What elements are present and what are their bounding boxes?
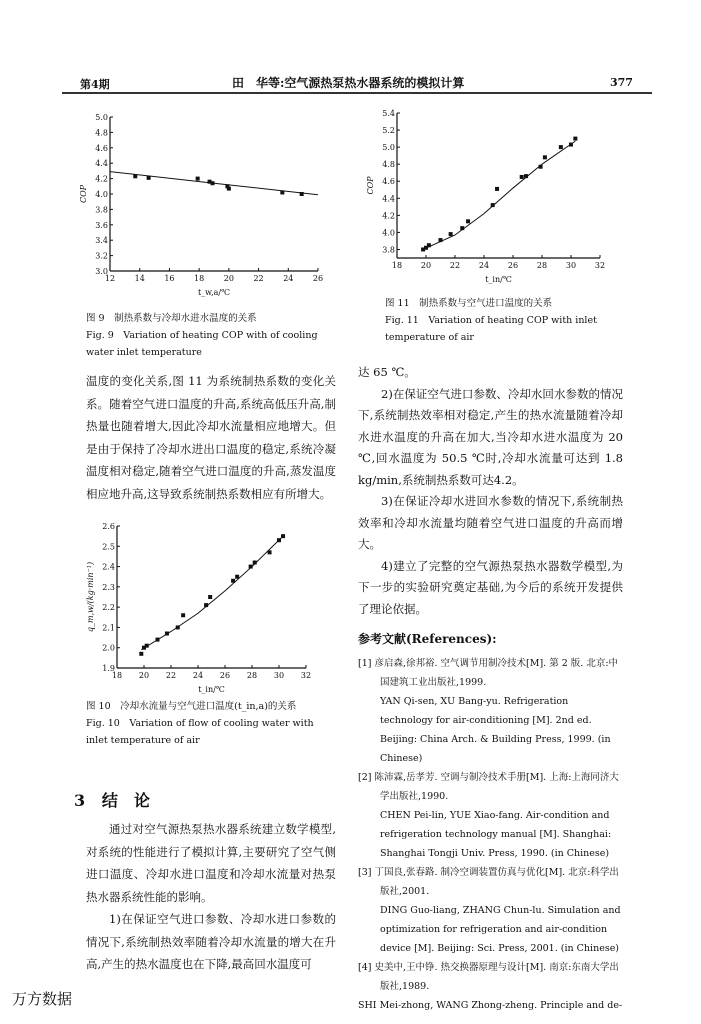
- header-rule: [62, 92, 652, 94]
- data-point: [569, 143, 573, 147]
- caption-cn: 图 9 制热系数与冷却水进水温度的关系: [86, 313, 257, 324]
- data-point: [165, 632, 169, 636]
- data-point: [449, 232, 453, 236]
- y-tick-label: 4.2: [95, 174, 108, 184]
- data-point: [281, 534, 285, 538]
- conclusion-paragraph: 通过对空气源热泵热水器系统建立数学模型,对系统的性能进行了模拟计算,主要研究了空气侧进口温度、冷却水进口温度和冷却水流量对热泵热水器系统性能的影响。: [86, 822, 336, 904]
- x-axis-label: t_in/℃: [485, 275, 512, 284]
- x-tick-label: 30: [565, 261, 577, 270]
- reference-item: [358, 863, 623, 958]
- x-tick-label: 20: [138, 671, 150, 680]
- x-tick-label: 18: [111, 671, 123, 680]
- y-tick-label: 2.2: [102, 603, 115, 613]
- x-tick-label: 20: [420, 261, 432, 270]
- y-tick-label: 4.4: [95, 159, 108, 169]
- fit-line: [423, 141, 575, 249]
- y-tick-label: 3.0: [95, 267, 108, 276]
- data-point: [253, 561, 257, 565]
- data-point: [156, 638, 160, 642]
- caption-en: Fig. 9 Variation of heating COP with of cooling water inlet temperature: [86, 330, 318, 358]
- reference-cn: [4] 史美中,王中铮. 热交换器原理与设计[M]. 南京:东南大学出版社,1989.: [358, 962, 619, 992]
- x-tick-label: 28: [246, 671, 258, 680]
- y-tick-label: 5.2: [382, 126, 395, 136]
- x-tick-label: 24: [478, 261, 490, 270]
- data-point: [543, 155, 547, 159]
- data-point: [427, 243, 431, 247]
- x-tick-label: 24: [283, 274, 294, 283]
- data-point: [204, 603, 208, 607]
- x-tick-label: 18: [194, 274, 205, 283]
- data-point: [524, 174, 528, 178]
- x-tick-label: 20: [223, 274, 234, 283]
- data-point: [208, 595, 212, 599]
- data-point: [227, 187, 231, 191]
- data-point: [520, 175, 524, 179]
- reference-list: [358, 654, 623, 1015]
- data-point: [147, 176, 151, 180]
- data-point: [196, 177, 200, 181]
- reference-cn: [3] 丁国良,张春路. 制冷空调装置仿真与优化[M]. 北京:科学出版社,2001.: [358, 867, 619, 897]
- x-tick-label: 30: [273, 671, 285, 680]
- y-tick-label: 4.6: [382, 177, 395, 187]
- data-point: [277, 538, 281, 542]
- data-point: [466, 219, 470, 223]
- issue-number: 第4期: [80, 78, 110, 91]
- x-tick-label: 22: [165, 671, 177, 680]
- watermark-logo: 万方数据: [12, 990, 73, 1008]
- x-tick-label: 26: [507, 261, 519, 270]
- page-number: 377: [610, 76, 633, 89]
- reference-cn: [2] 陈沛霖,岳孝芳. 空调与制冷技术手册[M]. 上海:上海同济大学出版社,1990.: [358, 772, 619, 802]
- y-tick-label: 4.0: [382, 228, 395, 238]
- x-tick-label: 22: [449, 261, 461, 270]
- right-body-text: [358, 362, 623, 620]
- x-axis-label: t_w,a/℃: [197, 288, 231, 297]
- reference-item: [358, 958, 623, 1015]
- x-tick-label: 12: [104, 274, 116, 283]
- conclusion-text: [86, 818, 336, 976]
- reference-item: [358, 654, 623, 768]
- figure-9-chart: [70, 105, 340, 310]
- reference-en: CHEN Pei-lin, YUE Xiao-fang. Air-condition and refrigeration technology manual [M]. Shanghai: Shanghai Tongji Univ. Press, 1990. (in Chinese): [380, 810, 612, 859]
- reference-item: [358, 768, 623, 863]
- x-tick-label: 16: [164, 274, 175, 283]
- figure-11-chart: [365, 103, 625, 293]
- y-tick-label: 5.4: [382, 109, 395, 118]
- data-point: [460, 226, 464, 230]
- y-tick-label: 5.0: [382, 143, 395, 153]
- y-tick-label: 2.0: [102, 643, 115, 653]
- y-tick-label: 2.6: [102, 522, 115, 531]
- y-tick-label: 5.0: [95, 113, 108, 122]
- data-point: [491, 203, 495, 207]
- x-tick-label: 28: [536, 261, 548, 270]
- data-point: [280, 190, 284, 194]
- section-title: 结 论: [101, 791, 150, 810]
- y-tick-label: 3.8: [382, 245, 395, 255]
- y-tick-label: 3.6: [95, 220, 108, 230]
- body-paragraph: 达 65 ℃。: [358, 365, 416, 379]
- caption-cn: 图 11 制热系数与空气进口温度的关系: [385, 298, 553, 309]
- y-tick-label: 3.4: [95, 236, 108, 246]
- running-title: 田 华等:空气源热泵热水器系统的模拟计算: [232, 76, 465, 90]
- data-point: [231, 579, 235, 583]
- x-axis-label: t_in/℃: [198, 685, 225, 694]
- data-point: [439, 238, 443, 242]
- y-tick-label: 4.6: [95, 143, 108, 153]
- data-point: [145, 644, 149, 648]
- data-point: [268, 550, 272, 554]
- data-point: [133, 174, 137, 178]
- body-paragraph: 2)在保证空气进口参数、冷却水回水参数的情况下,系统制热效率相对稳定,产生的热水流量随着冷却水进水温度的升高在加大,当冷却水进水温度为 20 ℃,回水温度为 50.5 ℃时,冷却水流量可达到 1.8 kg/min,系统制热系数可达4.2。: [358, 386, 623, 487]
- data-point: [539, 165, 543, 169]
- x-tick-label: 26: [219, 671, 231, 680]
- x-tick-label: 14: [134, 274, 145, 283]
- y-tick-label: 2.5: [102, 542, 115, 552]
- data-point: [249, 565, 253, 569]
- body-paragraph: 4)建立了完整的空气源热泵热水器数学模型,为下一步的实验研究奠定基础,为今后的系统开发提供了理论依据。: [358, 558, 623, 616]
- caption-cn: 图 10 冷却水流量与空气进口温度(t_in,a)的关系: [86, 701, 297, 712]
- figure-9-caption: [86, 310, 346, 361]
- x-tick-label: 26: [312, 274, 324, 283]
- data-point: [300, 192, 304, 196]
- body-paragraph: 3)在保证冷却水进回水参数的情况下,系统制热效率和冷却水流量均随着空气进口温度的升高而增大。: [358, 494, 623, 551]
- y-tick-label: 4.4: [382, 194, 395, 204]
- references-heading: 参考文献(References):: [358, 632, 497, 646]
- right-column: [358, 362, 623, 1015]
- body-paragraph: 温度的变化关系,图 11 为系统制热系数的变化关系。随着空气进口温度的升高,系统高低压升高,制热量也随着增大,因此冷却水流量相应地增大。但是由于保持了冷却水进出口温度的稳定,系统冷凝温度相对稳定,随着空气进口温度的升高,蒸发温度相应地升高,这导致系统制热系数相应有所增大。: [86, 374, 336, 501]
- reference-en: DING Guo-liang, ZHANG Chun-lu. Simulation and optimization for refrigeration and air-condition device [M]. Beijing: Sci. Press, 2001. (in Chinese): [380, 905, 621, 954]
- reference-en: SHI Mei-zhong, WANG Zhong-zheng. Principle and de-: [358, 1000, 623, 1011]
- section-heading: [74, 788, 150, 811]
- x-tick-label: 22: [253, 274, 264, 283]
- y-tick-label: 4.0: [95, 190, 108, 199]
- x-tick-label: 24: [192, 671, 204, 680]
- y-axis-label: q_m,w/(kg·min⁻¹): [86, 561, 95, 633]
- figure-10-chart: [70, 518, 340, 698]
- figure-10-caption: [86, 698, 336, 749]
- data-point: [559, 145, 563, 149]
- y-tick-label: 2.1: [102, 623, 115, 633]
- figure-11-caption: [385, 295, 620, 346]
- y-tick-label: 4.2: [382, 211, 395, 221]
- conclusion-paragraph: 1)在保证空气进口参数、冷却水进口参数的情况下,系统制热效率随着冷却水流量的增大在升高,产生的热水温度也在下降,最高回水温度可: [86, 912, 336, 971]
- reference-en: YAN Qi-sen, XU Bang-yu. Refrigeration technology for air-conditioning [M]. 2nd ed. Beijing: China Arch. & Building Press, 1999. (in Chinese): [380, 696, 611, 764]
- y-tick-label: 2.4: [102, 562, 115, 572]
- data-point: [495, 187, 499, 191]
- y-tick-label: 3.2: [95, 251, 108, 261]
- data-point: [176, 625, 180, 629]
- data-point: [573, 137, 577, 141]
- y-tick-label: 2.3: [102, 582, 115, 592]
- data-point: [235, 575, 239, 579]
- reference-cn: [1] 彦启森,徐邦裕. 空气调节用制冷技术[M]. 第 2 版. 北京:中国建筑工业出版社,1999.: [358, 658, 619, 688]
- data-point: [211, 181, 215, 185]
- y-tick-label: 3.8: [95, 205, 108, 215]
- x-tick-label: 32: [594, 261, 606, 270]
- y-tick-label: 1.9: [102, 664, 115, 673]
- y-axis-label: COP: [366, 176, 375, 195]
- caption-en: Fig. 10 Variation of flow of cooling water with inlet temperature of air: [86, 718, 314, 746]
- y-tick-label: 4.8: [95, 128, 108, 138]
- y-axis-label: COP: [79, 184, 88, 204]
- fit-line: [141, 536, 283, 650]
- x-tick-label: 32: [300, 671, 312, 680]
- data-point: [181, 613, 185, 617]
- x-tick-label: 18: [391, 261, 403, 270]
- data-point: [139, 652, 143, 656]
- y-tick-label: 4.8: [382, 160, 395, 170]
- caption-en: Fig. 11 Variation of heating COP with inlet temperature of air: [385, 315, 597, 343]
- section-number: 3: [74, 791, 86, 810]
